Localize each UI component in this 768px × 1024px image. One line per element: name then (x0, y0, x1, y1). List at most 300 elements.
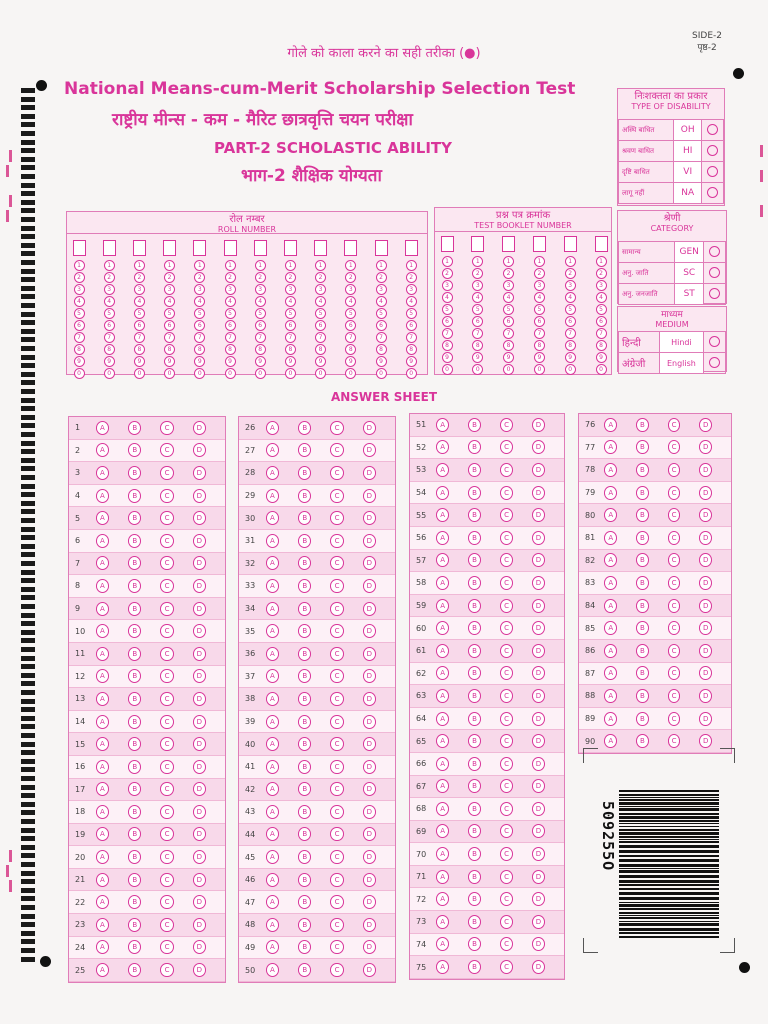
roll-number-digit-bubble[interactable]: 0 (104, 368, 115, 379)
answer-bubble-c[interactable]: C (668, 531, 681, 545)
answer-bubble-b[interactable]: B (468, 712, 481, 726)
answer-bubble-c[interactable]: C (668, 418, 681, 432)
answer-bubble-b[interactable]: B (636, 644, 649, 658)
roll-number-digit-bubble[interactable]: 8 (255, 344, 266, 355)
roll-number-digit-bubble[interactable]: 5 (406, 308, 417, 319)
answer-bubble-b[interactable]: B (468, 576, 481, 590)
answer-bubble-c[interactable]: C (330, 895, 343, 909)
roll-number-digit-bubble[interactable]: 0 (74, 368, 85, 379)
answer-bubble-c[interactable]: C (330, 873, 343, 887)
answer-bubble-c[interactable]: C (500, 463, 513, 477)
answer-bubble-c[interactable]: C (330, 760, 343, 774)
roll-number-digit-bubble[interactable]: 4 (376, 296, 387, 307)
booklet-number-digit-bubble[interactable]: 4 (442, 292, 453, 303)
answer-bubble-a[interactable]: A (266, 963, 279, 977)
answer-bubble-d[interactable]: D (363, 534, 376, 548)
answer-bubble-d[interactable]: D (699, 440, 712, 454)
roll-number-digit-bubble[interactable]: 6 (225, 320, 236, 331)
answer-bubble-c[interactable]: C (330, 602, 343, 616)
answer-bubble-c[interactable]: C (330, 624, 343, 638)
roll-number-write-box[interactable] (344, 240, 357, 256)
booklet-number-digit-bubble[interactable]: 2 (596, 268, 607, 279)
roll-number-digit-bubble[interactable]: 1 (164, 260, 175, 271)
booklet-number-digit-bubble[interactable]: 8 (472, 340, 483, 351)
roll-number-digit-bubble[interactable]: 7 (194, 332, 205, 343)
answer-bubble-c[interactable]: C (160, 692, 173, 706)
answer-bubble-b[interactable]: B (636, 418, 649, 432)
answer-bubble-d[interactable]: D (363, 579, 376, 593)
answer-bubble-c[interactable]: C (500, 531, 513, 545)
answer-bubble-c[interactable]: C (160, 579, 173, 593)
booklet-number-digit-bubble[interactable]: 0 (565, 364, 576, 375)
booklet-number-digit-bubble[interactable]: 7 (565, 328, 576, 339)
answer-bubble-a[interactable]: A (266, 647, 279, 661)
answer-bubble-b[interactable]: B (468, 960, 481, 974)
answer-bubble-b[interactable]: B (128, 421, 141, 435)
answer-bubble-a[interactable]: A (604, 418, 617, 432)
answer-bubble-a[interactable]: A (604, 486, 617, 500)
booklet-number-digit-bubble[interactable]: 7 (503, 328, 514, 339)
roll-number-digit-bubble[interactable]: 5 (164, 308, 175, 319)
bubble-hi[interactable] (707, 145, 718, 156)
answer-bubble-d[interactable]: D (532, 666, 545, 680)
answer-bubble-b[interactable]: B (468, 734, 481, 748)
roll-number-digit-bubble[interactable]: 0 (194, 368, 205, 379)
roll-number-digit-bubble[interactable]: 7 (285, 332, 296, 343)
answer-bubble-c[interactable]: C (160, 466, 173, 480)
answer-bubble-b[interactable]: B (128, 827, 141, 841)
answer-bubble-b[interactable]: B (468, 486, 481, 500)
booklet-number-digit-bubble[interactable]: 8 (534, 340, 545, 351)
answer-bubble-a[interactable]: A (604, 599, 617, 613)
answer-bubble-b[interactable]: B (128, 443, 141, 457)
answer-bubble-b[interactable]: B (636, 531, 649, 545)
answer-bubble-c[interactable]: C (500, 553, 513, 567)
booklet-number-write-box[interactable] (441, 236, 454, 252)
answer-bubble-b[interactable]: B (298, 579, 311, 593)
answer-bubble-d[interactable]: D (699, 531, 712, 545)
answer-bubble-a[interactable]: A (266, 895, 279, 909)
answer-bubble-b[interactable]: B (636, 508, 649, 522)
bubble-english[interactable] (709, 357, 720, 368)
answer-bubble-b[interactable]: B (298, 760, 311, 774)
roll-number-digit-bubble[interactable]: 4 (285, 296, 296, 307)
roll-number-digit-bubble[interactable]: 2 (376, 272, 387, 283)
answer-bubble-a[interactable]: A (436, 915, 449, 929)
booklet-number-digit-bubble[interactable]: 7 (534, 328, 545, 339)
booklet-number-digit-bubble[interactable]: 1 (534, 256, 545, 267)
answer-bubble-c[interactable]: C (668, 666, 681, 680)
booklet-number-digit-bubble[interactable]: 5 (534, 304, 545, 315)
roll-number-digit-bubble[interactable]: 0 (255, 368, 266, 379)
roll-number-digit-bubble[interactable]: 3 (164, 284, 175, 295)
roll-number-write-box[interactable] (224, 240, 237, 256)
roll-number-digit-bubble[interactable]: 8 (285, 344, 296, 355)
answer-bubble-d[interactable]: D (532, 712, 545, 726)
answer-bubble-a[interactable]: A (604, 644, 617, 658)
roll-number-digit-bubble[interactable]: 9 (255, 356, 266, 367)
answer-bubble-a[interactable]: A (436, 937, 449, 951)
answer-bubble-b[interactable]: B (468, 508, 481, 522)
answer-bubble-c[interactable]: C (160, 918, 173, 932)
answer-bubble-a[interactable]: A (266, 556, 279, 570)
roll-number-digit-bubble[interactable]: 0 (164, 368, 175, 379)
answer-bubble-c[interactable]: C (500, 960, 513, 974)
answer-bubble-b[interactable]: B (128, 963, 141, 977)
booklet-number-digit-bubble[interactable]: 6 (534, 316, 545, 327)
roll-number-digit-bubble[interactable]: 2 (104, 272, 115, 283)
roll-number-digit-bubble[interactable]: 0 (134, 368, 145, 379)
answer-bubble-c[interactable]: C (668, 486, 681, 500)
roll-number-digit-bubble[interactable]: 2 (164, 272, 175, 283)
answer-bubble-c[interactable]: C (330, 443, 343, 457)
booklet-number-digit-bubble[interactable]: 4 (472, 292, 483, 303)
answer-bubble-b[interactable]: B (298, 602, 311, 616)
answer-bubble-c[interactable]: C (668, 576, 681, 590)
answer-bubble-b[interactable]: B (468, 440, 481, 454)
answer-bubble-a[interactable]: A (96, 602, 109, 616)
answer-bubble-b[interactable]: B (298, 692, 311, 706)
roll-number-digit-bubble[interactable]: 6 (74, 320, 85, 331)
answer-bubble-a[interactable]: A (604, 689, 617, 703)
answer-bubble-c[interactable]: C (668, 553, 681, 567)
answer-bubble-b[interactable]: B (128, 850, 141, 864)
answer-bubble-c[interactable]: C (330, 737, 343, 751)
roll-number-digit-bubble[interactable]: 9 (376, 356, 387, 367)
answer-bubble-d[interactable]: D (532, 870, 545, 884)
answer-bubble-d[interactable]: D (193, 940, 206, 954)
answer-bubble-d[interactable]: D (193, 963, 206, 977)
answer-bubble-b[interactable]: B (468, 644, 481, 658)
answer-bubble-d[interactable]: D (532, 440, 545, 454)
answer-bubble-d[interactable]: D (532, 734, 545, 748)
roll-number-write-box[interactable] (193, 240, 206, 256)
roll-number-digit-bubble[interactable]: 9 (194, 356, 205, 367)
answer-bubble-a[interactable]: A (436, 892, 449, 906)
roll-number-digit-bubble[interactable]: 3 (285, 284, 296, 295)
answer-bubble-d[interactable]: D (193, 443, 206, 457)
roll-number-digit-bubble[interactable]: 4 (406, 296, 417, 307)
booklet-number-digit-bubble[interactable]: 0 (442, 364, 453, 375)
roll-number-digit-bubble[interactable]: 8 (194, 344, 205, 355)
answer-bubble-a[interactable]: A (604, 734, 617, 748)
roll-number-digit-bubble[interactable]: 8 (164, 344, 175, 355)
answer-bubble-d[interactable]: D (193, 873, 206, 887)
roll-number-digit-bubble[interactable]: 2 (345, 272, 356, 283)
roll-number-digit-bubble[interactable]: 3 (315, 284, 326, 295)
answer-bubble-a[interactable]: A (604, 576, 617, 590)
answer-bubble-b[interactable]: B (298, 421, 311, 435)
answer-bubble-b[interactable]: B (128, 873, 141, 887)
answer-bubble-c[interactable]: C (330, 805, 343, 819)
roll-number-digit-bubble[interactable]: 4 (255, 296, 266, 307)
answer-bubble-b[interactable]: B (636, 689, 649, 703)
answer-bubble-d[interactable]: D (193, 556, 206, 570)
answer-bubble-a[interactable]: A (604, 621, 617, 635)
roll-number-digit-bubble[interactable]: 2 (255, 272, 266, 283)
roll-number-digit-bubble[interactable]: 9 (345, 356, 356, 367)
answer-bubble-b[interactable]: B (636, 621, 649, 635)
answer-bubble-c[interactable]: C (160, 873, 173, 887)
answer-bubble-a[interactable]: A (436, 418, 449, 432)
booklet-number-digit-bubble[interactable]: 8 (503, 340, 514, 351)
answer-bubble-c[interactable]: C (160, 850, 173, 864)
answer-bubble-c[interactable]: C (330, 918, 343, 932)
roll-number-digit-bubble[interactable]: 7 (225, 332, 236, 343)
answer-bubble-d[interactable]: D (363, 918, 376, 932)
roll-number-digit-bubble[interactable]: 7 (104, 332, 115, 343)
roll-number-digit-bubble[interactable]: 1 (376, 260, 387, 271)
answer-bubble-b[interactable]: B (636, 486, 649, 500)
answer-bubble-a[interactable]: A (266, 421, 279, 435)
answer-bubble-b[interactable]: B (298, 624, 311, 638)
answer-bubble-d[interactable]: D (363, 556, 376, 570)
answer-bubble-d[interactable]: D (699, 463, 712, 477)
answer-bubble-d[interactable]: D (699, 508, 712, 522)
roll-number-digit-bubble[interactable]: 1 (134, 260, 145, 271)
booklet-number-digit-bubble[interactable]: 1 (442, 256, 453, 267)
roll-number-digit-bubble[interactable]: 2 (134, 272, 145, 283)
answer-bubble-b[interactable]: B (298, 489, 311, 503)
answer-bubble-a[interactable]: A (604, 463, 617, 477)
answer-bubble-d[interactable]: D (193, 895, 206, 909)
roll-number-digit-bubble[interactable]: 9 (285, 356, 296, 367)
answer-bubble-b[interactable]: B (468, 599, 481, 613)
answer-bubble-a[interactable]: A (604, 712, 617, 726)
booklet-number-digit-bubble[interactable]: 9 (534, 352, 545, 363)
answer-bubble-b[interactable]: B (298, 647, 311, 661)
booklet-number-digit-bubble[interactable]: 3 (472, 280, 483, 291)
answer-bubble-a[interactable]: A (96, 534, 109, 548)
roll-number-digit-bubble[interactable]: 4 (225, 296, 236, 307)
roll-number-digit-bubble[interactable]: 5 (315, 308, 326, 319)
answer-bubble-d[interactable]: D (363, 737, 376, 751)
answer-bubble-d[interactable]: D (532, 892, 545, 906)
answer-bubble-b[interactable]: B (298, 511, 311, 525)
answer-bubble-b[interactable]: B (128, 624, 141, 638)
roll-number-digit-bubble[interactable]: 3 (225, 284, 236, 295)
answer-bubble-c[interactable]: C (330, 669, 343, 683)
roll-number-digit-bubble[interactable]: 6 (134, 320, 145, 331)
booklet-number-digit-bubble[interactable]: 0 (534, 364, 545, 375)
booklet-number-digit-bubble[interactable]: 2 (503, 268, 514, 279)
booklet-number-write-box[interactable] (564, 236, 577, 252)
roll-number-digit-bubble[interactable]: 6 (194, 320, 205, 331)
roll-number-digit-bubble[interactable]: 2 (225, 272, 236, 283)
roll-number-digit-bubble[interactable]: 5 (225, 308, 236, 319)
booklet-number-digit-bubble[interactable]: 3 (442, 280, 453, 291)
answer-bubble-c[interactable]: C (668, 508, 681, 522)
answer-bubble-c[interactable]: C (160, 511, 173, 525)
roll-number-digit-bubble[interactable]: 4 (315, 296, 326, 307)
answer-bubble-b[interactable]: B (128, 534, 141, 548)
answer-bubble-a[interactable]: A (96, 579, 109, 593)
answer-bubble-a[interactable]: A (436, 689, 449, 703)
answer-bubble-c[interactable]: C (500, 802, 513, 816)
answer-bubble-b[interactable]: B (298, 963, 311, 977)
answer-bubble-d[interactable]: D (193, 918, 206, 932)
answer-bubble-b[interactable]: B (128, 511, 141, 525)
answer-bubble-a[interactable]: A (436, 486, 449, 500)
answer-bubble-c[interactable]: C (668, 734, 681, 748)
roll-number-write-box[interactable] (375, 240, 388, 256)
answer-bubble-b[interactable]: B (298, 556, 311, 570)
answer-bubble-a[interactable]: A (96, 873, 109, 887)
answer-bubble-a[interactable]: A (96, 737, 109, 751)
booklet-number-digit-bubble[interactable]: 0 (596, 364, 607, 375)
answer-bubble-a[interactable]: A (436, 644, 449, 658)
booklet-number-digit-bubble[interactable]: 7 (472, 328, 483, 339)
answer-bubble-d[interactable]: D (193, 624, 206, 638)
answer-bubble-c[interactable]: C (160, 669, 173, 683)
answer-bubble-c[interactable]: C (668, 689, 681, 703)
roll-number-digit-bubble[interactable]: 8 (315, 344, 326, 355)
booklet-number-write-box[interactable] (502, 236, 515, 252)
roll-number-digit-bubble[interactable]: 9 (164, 356, 175, 367)
roll-number-digit-bubble[interactable]: 3 (345, 284, 356, 295)
answer-bubble-b[interactable]: B (636, 666, 649, 680)
answer-bubble-a[interactable]: A (436, 666, 449, 680)
roll-number-digit-bubble[interactable]: 5 (194, 308, 205, 319)
bubble-hindi[interactable] (709, 336, 720, 347)
roll-number-digit-bubble[interactable]: 7 (255, 332, 266, 343)
roll-number-digit-bubble[interactable]: 5 (285, 308, 296, 319)
answer-bubble-a[interactable]: A (96, 850, 109, 864)
answer-bubble-a[interactable]: A (266, 715, 279, 729)
answer-bubble-c[interactable]: C (330, 940, 343, 954)
booklet-number-digit-bubble[interactable]: 7 (442, 328, 453, 339)
answer-bubble-c[interactable]: C (160, 556, 173, 570)
roll-number-digit-bubble[interactable]: 2 (194, 272, 205, 283)
answer-bubble-b[interactable]: B (636, 599, 649, 613)
answer-bubble-a[interactable]: A (96, 805, 109, 819)
booklet-number-digit-bubble[interactable]: 8 (596, 340, 607, 351)
booklet-number-digit-bubble[interactable]: 6 (503, 316, 514, 327)
answer-bubble-d[interactable]: D (699, 644, 712, 658)
answer-bubble-b[interactable]: B (468, 463, 481, 477)
answer-bubble-d[interactable]: D (193, 511, 206, 525)
roll-number-digit-bubble[interactable]: 3 (74, 284, 85, 295)
roll-number-digit-bubble[interactable]: 5 (104, 308, 115, 319)
booklet-number-digit-bubble[interactable]: 6 (472, 316, 483, 327)
answer-bubble-b[interactable]: B (468, 824, 481, 838)
answer-bubble-c[interactable]: C (160, 647, 173, 661)
booklet-number-digit-bubble[interactable]: 5 (472, 304, 483, 315)
answer-bubble-d[interactable]: D (193, 782, 206, 796)
answer-bubble-d[interactable]: D (193, 534, 206, 548)
answer-bubble-c[interactable]: C (160, 421, 173, 435)
answer-bubble-c[interactable]: C (500, 915, 513, 929)
answer-bubble-a[interactable]: A (266, 692, 279, 706)
answer-bubble-c[interactable]: C (330, 579, 343, 593)
answer-bubble-c[interactable]: C (500, 576, 513, 590)
answer-bubble-b[interactable]: B (128, 940, 141, 954)
roll-number-digit-bubble[interactable]: 1 (315, 260, 326, 271)
answer-bubble-d[interactable]: D (532, 824, 545, 838)
answer-bubble-b[interactable]: B (298, 940, 311, 954)
booklet-number-digit-bubble[interactable]: 4 (503, 292, 514, 303)
answer-bubble-b[interactable]: B (298, 918, 311, 932)
answer-bubble-a[interactable]: A (604, 553, 617, 567)
answer-bubble-a[interactable]: A (604, 531, 617, 545)
answer-bubble-a[interactable]: A (96, 624, 109, 638)
answer-bubble-d[interactable]: D (193, 466, 206, 480)
answer-bubble-d[interactable]: D (363, 647, 376, 661)
answer-bubble-d[interactable]: D (363, 466, 376, 480)
answer-bubble-a[interactable]: A (266, 760, 279, 774)
answer-bubble-d[interactable]: D (363, 715, 376, 729)
roll-number-digit-bubble[interactable]: 8 (104, 344, 115, 355)
booklet-number-digit-bubble[interactable]: 9 (565, 352, 576, 363)
roll-number-digit-bubble[interactable]: 6 (285, 320, 296, 331)
answer-bubble-a[interactable]: A (436, 824, 449, 838)
answer-bubble-d[interactable]: D (532, 847, 545, 861)
answer-bubble-d[interactable]: D (699, 486, 712, 500)
answer-bubble-c[interactable]: C (160, 963, 173, 977)
roll-number-digit-bubble[interactable]: 7 (406, 332, 417, 343)
roll-number-digit-bubble[interactable]: 7 (345, 332, 356, 343)
roll-number-digit-bubble[interactable]: 3 (406, 284, 417, 295)
answer-bubble-a[interactable]: A (266, 489, 279, 503)
answer-bubble-c[interactable]: C (330, 692, 343, 706)
roll-number-digit-bubble[interactable]: 2 (406, 272, 417, 283)
answer-bubble-c[interactable]: C (160, 940, 173, 954)
answer-bubble-a[interactable]: A (436, 440, 449, 454)
booklet-number-digit-bubble[interactable]: 6 (565, 316, 576, 327)
booklet-number-digit-bubble[interactable]: 9 (596, 352, 607, 363)
booklet-number-digit-bubble[interactable]: 8 (442, 340, 453, 351)
answer-bubble-b[interactable]: B (128, 579, 141, 593)
answer-bubble-a[interactable]: A (604, 440, 617, 454)
roll-number-digit-bubble[interactable]: 0 (285, 368, 296, 379)
answer-bubble-d[interactable]: D (699, 418, 712, 432)
booklet-number-digit-bubble[interactable]: 2 (472, 268, 483, 279)
answer-bubble-a[interactable]: A (436, 553, 449, 567)
answer-bubble-b[interactable]: B (468, 915, 481, 929)
roll-number-digit-bubble[interactable]: 3 (255, 284, 266, 295)
answer-bubble-b[interactable]: B (298, 534, 311, 548)
roll-number-digit-bubble[interactable]: 8 (225, 344, 236, 355)
answer-bubble-c[interactable]: C (330, 489, 343, 503)
answer-bubble-a[interactable]: A (266, 940, 279, 954)
answer-bubble-b[interactable]: B (636, 463, 649, 477)
answer-bubble-b[interactable]: B (298, 466, 311, 480)
answer-bubble-c[interactable]: C (500, 734, 513, 748)
answer-bubble-b[interactable]: B (128, 556, 141, 570)
answer-bubble-a[interactable]: A (436, 621, 449, 635)
answer-bubble-c[interactable]: C (160, 534, 173, 548)
answer-bubble-c[interactable]: C (500, 418, 513, 432)
answer-bubble-d[interactable]: D (193, 805, 206, 819)
roll-number-digit-bubble[interactable]: 9 (225, 356, 236, 367)
booklet-number-digit-bubble[interactable]: 1 (565, 256, 576, 267)
roll-number-digit-bubble[interactable]: 4 (104, 296, 115, 307)
answer-bubble-b[interactable]: B (298, 827, 311, 841)
answer-bubble-c[interactable]: C (500, 779, 513, 793)
answer-bubble-b[interactable]: B (298, 873, 311, 887)
answer-bubble-a[interactable]: A (266, 443, 279, 457)
bubble-oh[interactable] (707, 124, 718, 135)
roll-number-digit-bubble[interactable]: 4 (74, 296, 85, 307)
answer-bubble-d[interactable]: D (532, 621, 545, 635)
answer-bubble-d[interactable]: D (193, 737, 206, 751)
answer-bubble-b[interactable]: B (636, 712, 649, 726)
answer-bubble-a[interactable]: A (436, 508, 449, 522)
answer-bubble-d[interactable]: D (363, 602, 376, 616)
booklet-number-digit-bubble[interactable]: 1 (503, 256, 514, 267)
roll-number-digit-bubble[interactable]: 5 (134, 308, 145, 319)
answer-bubble-d[interactable]: D (193, 647, 206, 661)
